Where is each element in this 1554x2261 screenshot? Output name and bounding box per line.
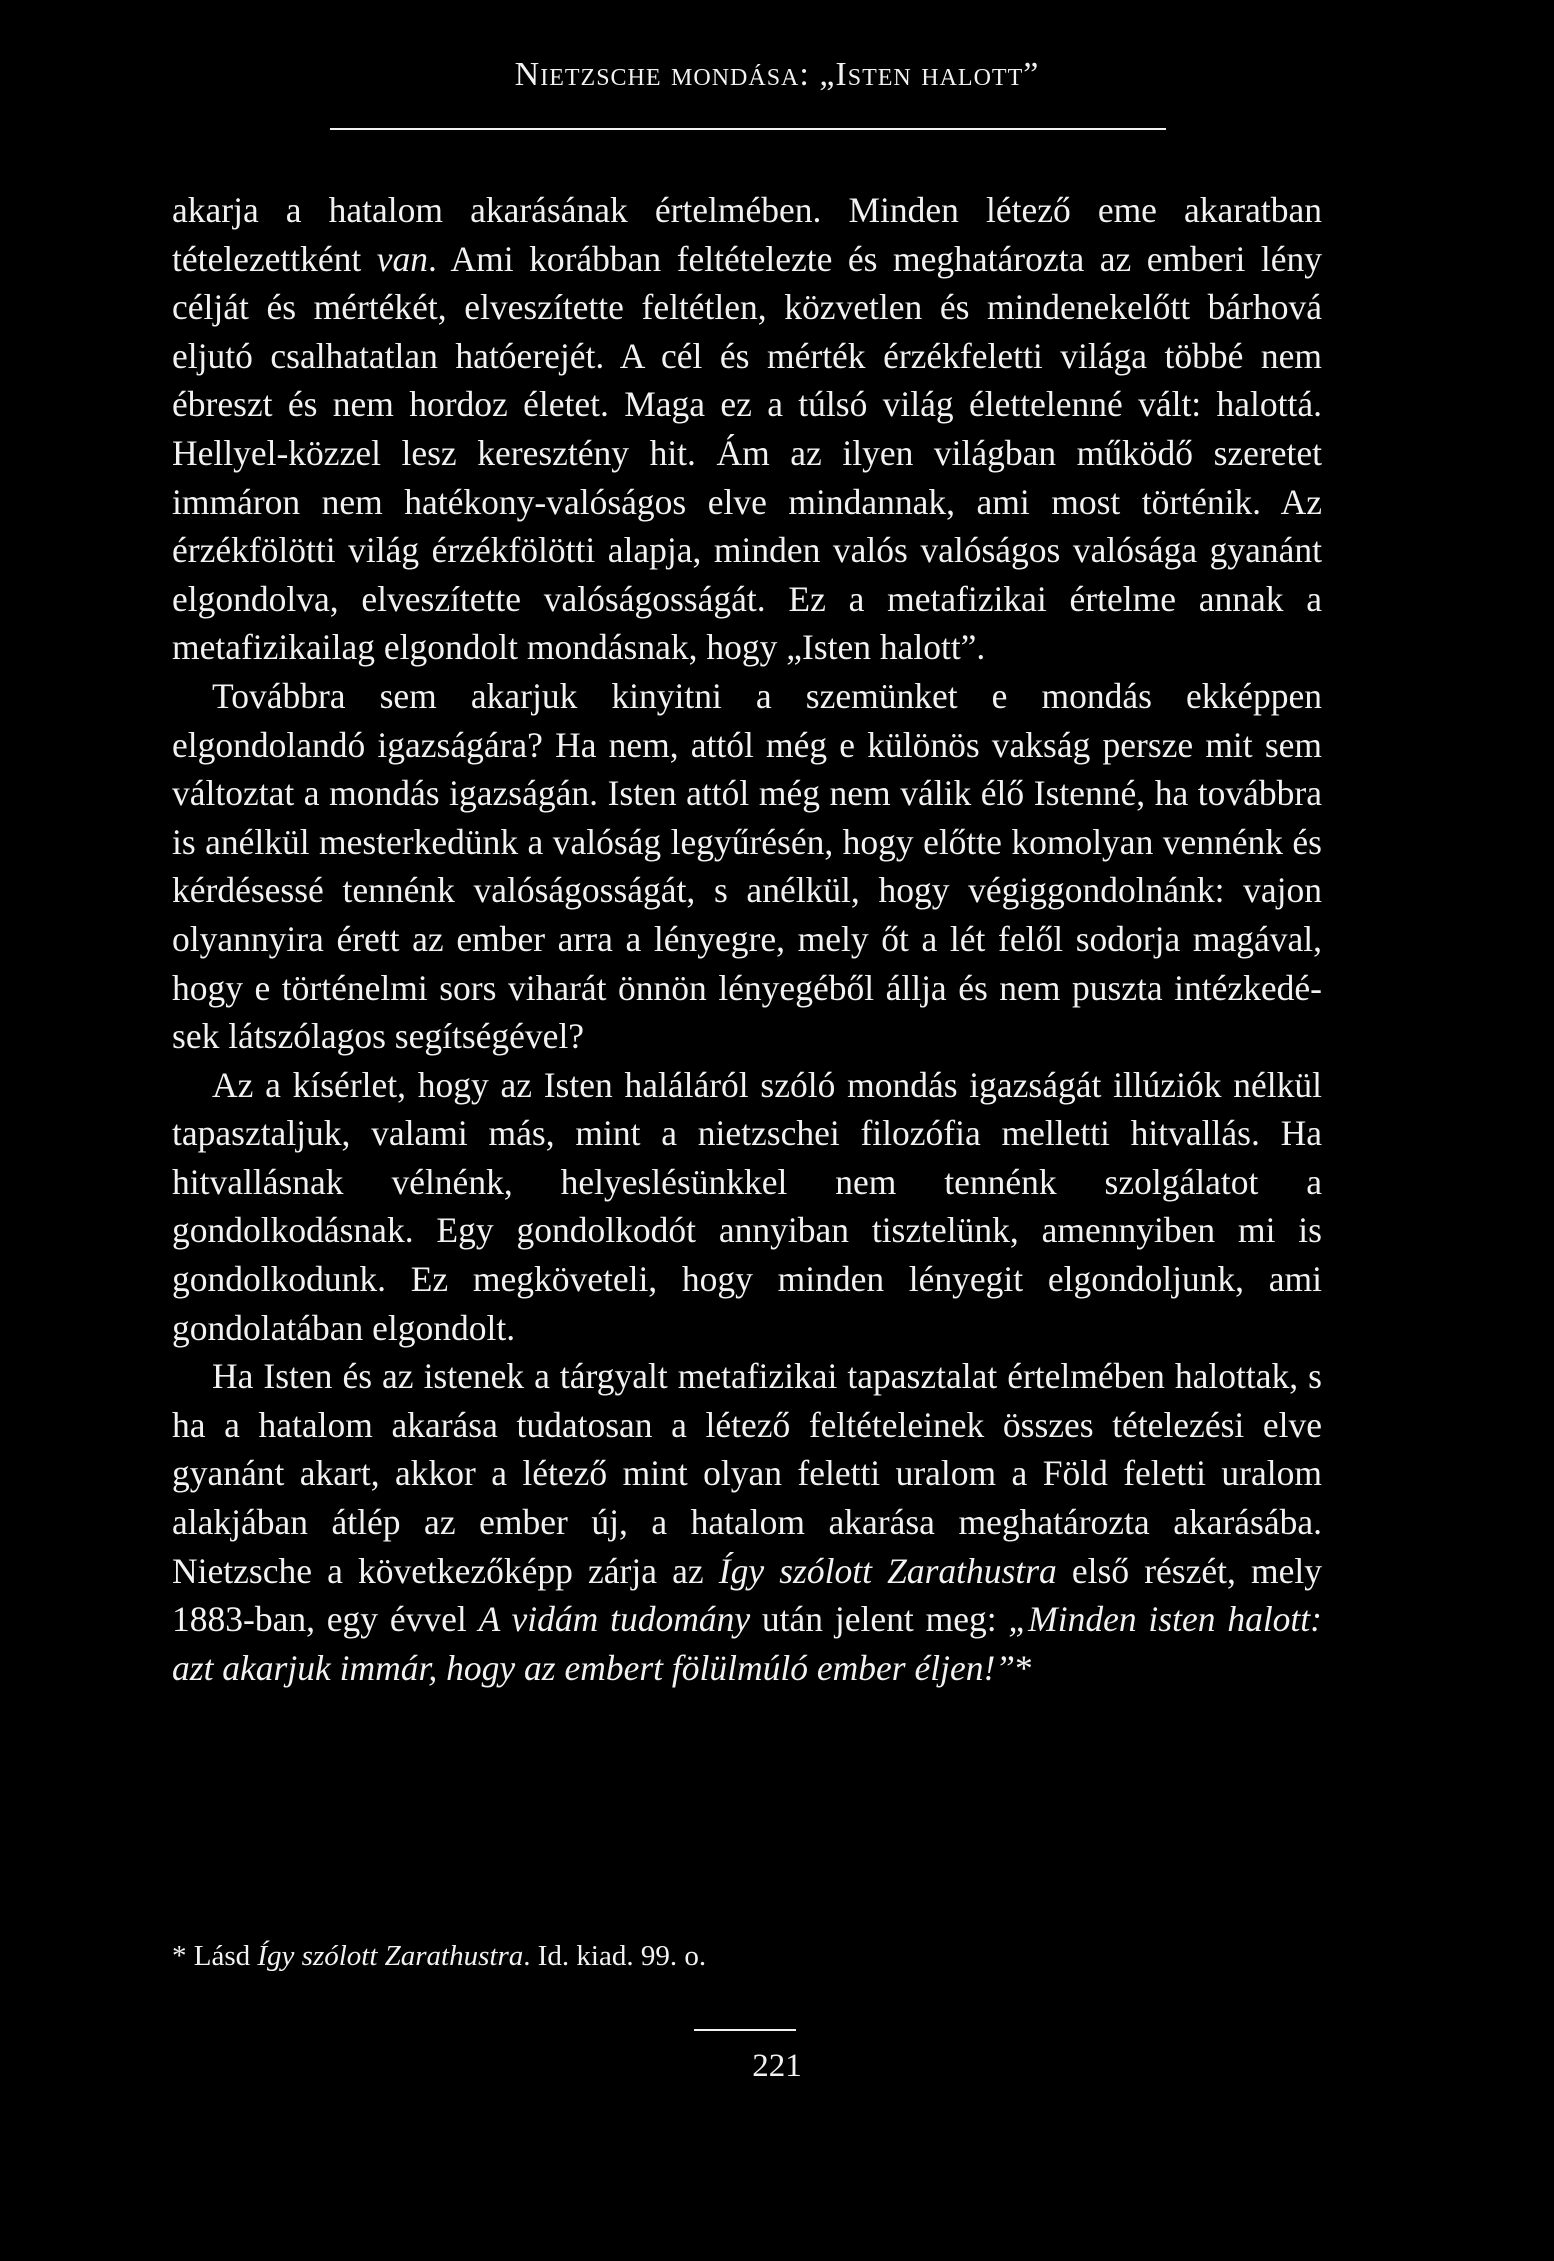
italic-text: A vidám tudomány bbox=[478, 1599, 751, 1640]
body-text bbox=[172, 186, 1322, 1692]
text-segment: . Ami korábban feltételezte és meghatározta az emberi lény célját és mértékét, elveszítette feltétlen, közvetlen és mindenekelőtt bárhová eljutó csalhatatlan hatóerejét. A cél és mérték érzékfeletti világa többé nem ébreszt és nem hordoz életet. Maga ez a túlsó világ élettelenné vált: halottá. Hellyel-közzel lesz keresztény hit. Ám az ilyen világban működő szeretet immáron nem hatékony-valóságos elve mindannak, ami most történik. Az érzékfölötti világ érzékfölötti alapja, minden valós valóságos valósága gyanánt elgondolva, elveszítette valóságosságát. Ez a metafizikai értelme annak a metafizikailag elgondolt mondásnak, hogy „Isten halott”. bbox=[172, 238, 1322, 668]
footnote-text-segment: . Id. kiad. 99. o. bbox=[523, 1940, 707, 1972]
text-segment: akarja a hatalom akarásának értelmében. Minden létező eme akaratban tételezettként bbox=[172, 190, 1322, 279]
text-segment: Továbbra sem akarjuk kinyitni a szemünket e mondás ekképpen elgondolandó igazságára? Ha nem, attól még e különös vakság persze mit sem változtat a mondás igazságán. Isten attól még nem válik élő Istenné, ha továbbra is anélkül mesterkedünk a valóság legyűrésén, hogy előtte komolyan vennénk és kérdésessé tennénk valóságosságát, s anélkül, hogy végiggondolnánk: vajon olyannyira érett az ember arra a lényegre, mely őt a lét felől sodorja magával, hogy e történelmi sors viharát önnön lényegéből állja és nem puszta intézkedések látszólagos segítségével? bbox=[172, 675, 1322, 1057]
paragraph-p2 bbox=[172, 672, 1322, 1061]
paragraph-p3 bbox=[172, 1061, 1322, 1353]
footnote-italic-text: Így szólott Zarathustra bbox=[257, 1940, 524, 1972]
italic-text: van bbox=[376, 238, 429, 279]
italic-text: Így szólott Zarathustra bbox=[718, 1550, 1057, 1591]
text-segment: * bbox=[1015, 1647, 1033, 1688]
paragraph-p1 bbox=[172, 186, 1322, 672]
text-segment: első részét, mely 1883-ban, egy évvel bbox=[172, 1550, 1322, 1640]
paragraph-p4 bbox=[172, 1352, 1322, 1692]
italic-text: „Minden isten halott: azt akarjuk immár, hogy az embert fölülmúló ember éljen!” bbox=[172, 1599, 1322, 1688]
running-head: Nietzsche mondása: „Isten halott” bbox=[514, 56, 1040, 93]
text-segment: után jelent meg: bbox=[750, 1599, 1009, 1640]
text-segment: Az a kísérlet, hogy az Isten haláláról szóló mondás igazságát illúziók nélkül tapasztaljuk, valami más, mint a nietzschei filozófia melletti hitvallás. Ha hitvallásnak vélnénk, helyeslésünkkel nem tennénk szolgálatot a gondolkodásnak. Egy gondolkodót annyiban tisztelünk, amennyiben mi is gondolkodunk. Ez megköveteli, hogy minden lényegit elgondoljunk, ami gondolatában elgondolt. bbox=[172, 1064, 1322, 1348]
footnote bbox=[172, 1938, 1322, 1974]
page-number: 221 bbox=[752, 2048, 802, 2084]
footnote-text-segment: * Lásd bbox=[172, 1940, 258, 1972]
header-rule bbox=[330, 128, 1166, 130]
footer-rule bbox=[694, 2029, 796, 2031]
text-segment: Ha Isten és az istenek a tárgyalt metafizikai tapasztalat értelmében halottak, s ha a hatalom akarása tudatosan a létező feltételeinek összes tételezési elve gyanánt akart, akkor a létező mint olyan feletti uralom a Föld feletti uralom alakjában átlép az ember új, a hatalom akarása meghatározta akarásába. Nietzsche a következőképp zárja az bbox=[172, 1356, 1322, 1591]
